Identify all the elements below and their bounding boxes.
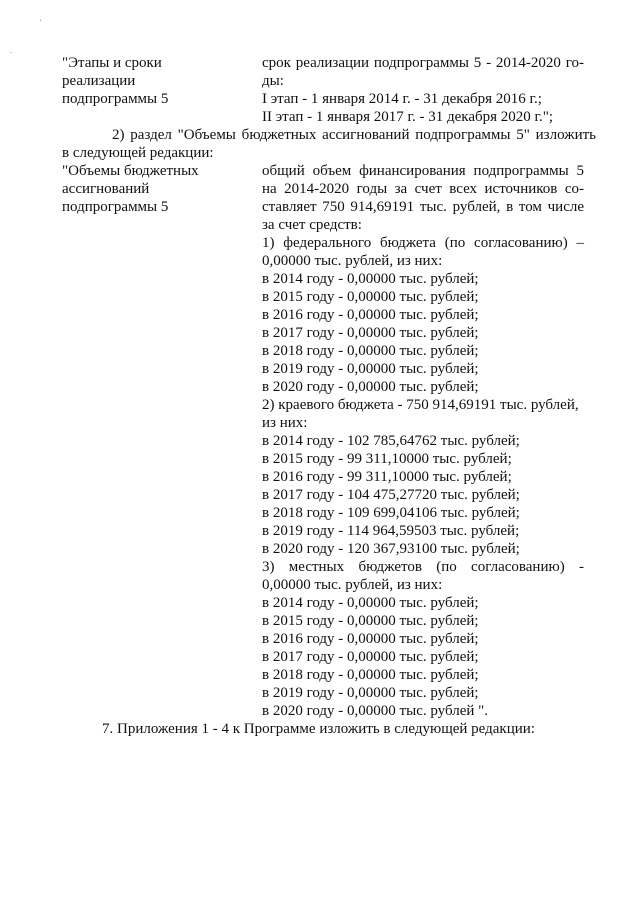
volumes-label-line: "Объемы бюджетных: [62, 163, 199, 179]
volumes-intro-line: на 2014-2020 годы за счет всех источников со-: [262, 181, 584, 197]
federal-budget-heading: 1) федерального бюджета (по согласованию) –: [262, 235, 584, 251]
regional-year-line: в 2019 году - 114 964,59503 тыс. рублей;: [262, 523, 520, 539]
scan-speck: ': [40, 18, 42, 27]
regional-budget-heading: 2) краевого бюджета - 750 914,69191 тыс. рублей,: [262, 397, 579, 413]
local-year-line: в 2020 году - 0,00000 тыс. рублей ".: [262, 703, 489, 719]
scan-speck: .: [10, 46, 12, 55]
volumes-label-line: ассигнований: [62, 181, 150, 197]
instruction-2-line: в следующей редакции:: [62, 145, 214, 161]
stages-label-line: подпрограммы 5: [62, 91, 169, 107]
instruction-7: 7. Приложения 1 - 4 к Программе изложить в следующей редакции:: [102, 721, 535, 737]
local-year-line: в 2018 году - 0,00000 тыс. рублей;: [262, 667, 479, 683]
stages-value-line: I этап - 1 января 2014 г. - 31 декабря 2016 г.;: [262, 91, 542, 107]
local-budget-heading: 3) местных бюджетов (по согласованию) -: [262, 559, 584, 575]
volumes-intro-line: ставляет 750 914,69191 тыс. рублей, в том числе: [262, 199, 584, 215]
local-year-line: в 2017 году - 0,00000 тыс. рублей;: [262, 649, 479, 665]
regional-year-line: в 2016 году - 99 311,10000 тыс. рублей;: [262, 469, 512, 485]
volumes-label-line: подпрограммы 5: [62, 199, 169, 215]
stages-label-line: реализации: [62, 73, 136, 89]
federal-year-line: в 2020 году - 0,00000 тыс. рублей;: [262, 379, 479, 395]
regional-year-line: в 2020 году - 120 367,93100 тыс. рублей;: [262, 541, 520, 557]
regional-year-line: в 2018 году - 109 699,04106 тыс. рублей;: [262, 505, 520, 521]
regional-year-line: в 2015 году - 99 311,10000 тыс. рублей;: [262, 451, 512, 467]
local-budget-heading: 0,00000 тыс. рублей, из них:: [262, 577, 443, 593]
stages-value-line: ды:: [262, 73, 284, 89]
federal-year-line: в 2014 году - 0,00000 тыс. рублей;: [262, 271, 479, 287]
local-year-line: в 2014 году - 0,00000 тыс. рублей;: [262, 595, 479, 611]
federal-year-line: в 2015 году - 0,00000 тыс. рублей;: [262, 289, 479, 305]
regional-year-line: в 2014 году - 102 785,64762 тыс. рублей;: [262, 433, 520, 449]
federal-year-line: в 2018 году - 0,00000 тыс. рублей;: [262, 343, 479, 359]
instruction-2-line: 2) раздел "Объемы бюджетных ассигнований подпрограммы 5" изложить: [112, 127, 596, 143]
local-year-line: в 2016 году - 0,00000 тыс. рублей;: [262, 631, 479, 647]
regional-budget-heading: из них:: [262, 415, 308, 431]
stages-value-line: срок реализации подпрограммы 5 - 2014-2020 го-: [262, 55, 584, 71]
local-year-line: в 2015 году - 0,00000 тыс. рублей;: [262, 613, 479, 629]
volumes-intro-line: за счет средств:: [262, 217, 362, 233]
stages-value-line: II этап - 1 января 2017 г. - 31 декабря 2020 г.";: [262, 109, 554, 125]
local-year-line: в 2019 году - 0,00000 тыс. рублей;: [262, 685, 479, 701]
federal-year-line: в 2019 году - 0,00000 тыс. рублей;: [262, 361, 479, 377]
stages-label-line: "Этапы и сроки: [62, 55, 162, 71]
volumes-intro-line: общий объем финансирования подпрограммы 5: [262, 163, 584, 179]
federal-year-line: в 2016 году - 0,00000 тыс. рублей;: [262, 307, 479, 323]
regional-year-line: в 2017 году - 104 475,27720 тыс. рублей;: [262, 487, 520, 503]
federal-year-line: в 2017 году - 0,00000 тыс. рублей;: [262, 325, 479, 341]
federal-budget-heading: 0,00000 тыс. рублей, из них:: [262, 253, 443, 269]
